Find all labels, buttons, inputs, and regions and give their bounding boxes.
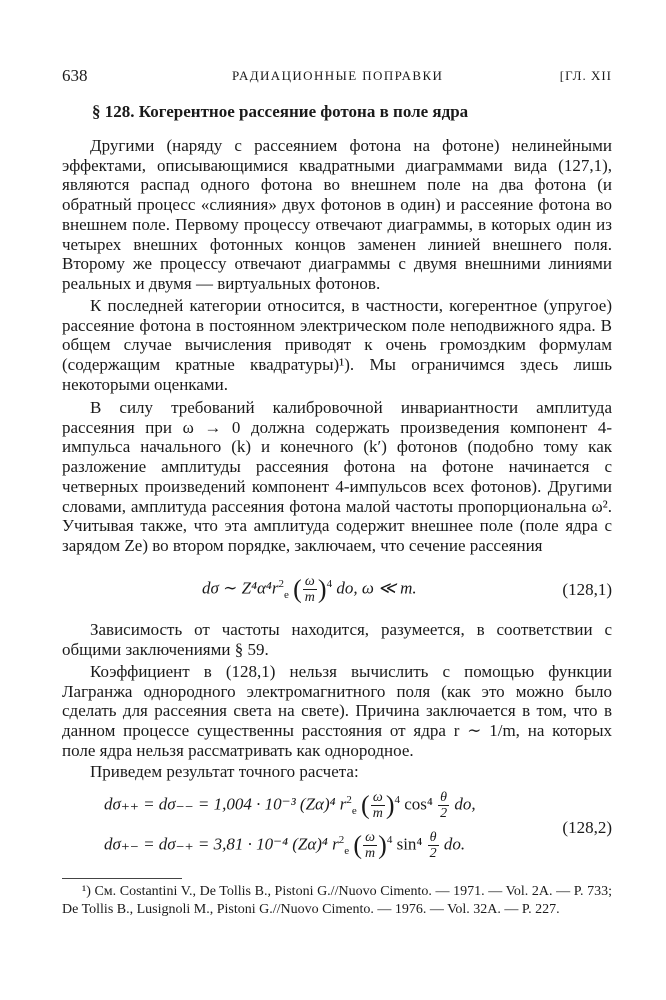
page-number: 638 — [62, 66, 88, 85]
footnote: ¹) См. Costantini V., De Tollis B., Pistoni G.//Nuovo Cimento. — 1971. — Vol. 2A. — P. 733; De Tollis B., Lusignoli M., Pistoni G.//Nuovo Cimento. — 1976. — Vol. 32A. — P. 227. — [62, 884, 612, 917]
eq2b-lhs: dσ₊₋ = dσ₋₊ = 3,81 · 10⁻⁴ (Zα)⁴ r — [104, 834, 339, 854]
eq2b-frac-num: ω — [363, 830, 377, 846]
eq2a-half-den: 2 — [440, 806, 448, 821]
eq1-rhs: do, ω ≪ m. — [336, 578, 417, 598]
eq2b-end: do. — [443, 834, 466, 854]
eq2a-end: do, — [454, 794, 476, 814]
eq2a-trig: cos⁴ — [404, 794, 433, 814]
paragraph-4: Зависимость от частоты находится, разумеется, в соответствии с общими заключениями § 59. — [62, 620, 612, 659]
equation-128-2 — [62, 788, 612, 868]
eq1-lhs: dσ ∼ Z⁴α⁴r — [202, 578, 279, 598]
paragraph-2: К последней категории относится, в частности, когерентное (упругое) рассеяние фотона в постоянном электрическом поле неподвижного ядра. В общем случае вычисления приводят к очень громоздким формулам (содержащим кратные квадратуры)¹). Мы ограничимся здесь лишь некоторыми оценками. — [62, 296, 612, 394]
eq2a-frac-num: ω — [371, 790, 385, 806]
eq2a-half-num: θ — [438, 790, 449, 806]
eq2b-trig: sin⁴ — [396, 834, 423, 854]
eq2a-lhs: dσ₊₊ = dσ₋₋ = 1,004 · 10⁻³ (Zα)⁴ r — [104, 794, 347, 814]
eq1-frac-num: ω — [303, 574, 317, 590]
eq2b: dσ₊₋ = dσ₋₊ = 3,81 · 10⁻⁴ (Zα)⁴ $r^2_e$ ( $\frac{\omega}{m}$ )$^4$ sin⁴ $\frac{\theta}{2}$ do. — [104, 830, 466, 861]
eq2b-half-den: 2 — [429, 846, 437, 861]
eq2-label: (128,2) — [562, 818, 612, 837]
eq2a: dσ₊₊ = dσ₋₋ = 1,004 · 10⁻³ (Zα)⁴ $r^2_e$ ( $\frac{\omega}{m}$ )$^4$ cos⁴ $\frac{\theta}{2}$ do, — [104, 790, 476, 821]
eq2b-half-num: θ — [428, 830, 439, 846]
chapter-label: [ГЛ. XII — [559, 68, 612, 83]
footnote-rule — [62, 878, 182, 879]
eq1-frac-den: m — [304, 590, 315, 605]
paragraph-6: Приведем результат точного расчета: — [90, 762, 359, 781]
paragraph-5: Коэффициент в (128,1) нельзя вычислить с помощью функции Лагранжа однородного электромагнитного поля (как это можно было сделать для рассеяния света на свете). Причина заключается в том, что в данном процессе существенны расстояния от ядра r ∼ 1/m, на которых поле ядра нельзя рассматривать как однородное. — [62, 662, 612, 760]
paragraph-1: Другими (наряду с рассеянием фотона на фотоне) нелинейными эффектами, описывающимися квадратными диаграммами вида (127,1), являются распад одного фотона во внешнем поле на два фотона (и обратный процесс «слияния» двух фотонов в один) и рассеяние фотона во внешнем поле. Первому процессу отвечают диаграммы, в которых один из четырех внешних фотонных концов заменен линией внешнего поля. Второму же процессу отвечают диаграммы с двумя внешними линиями реальных и двумя — виртуальных фотонов. — [62, 136, 612, 293]
page-header — [62, 66, 612, 88]
eq2b-frac-den: m — [365, 846, 376, 861]
paragraph-3: В силу требований калибровочной инвариантности амплитуда рассеяния при ω → 0 должна содержать произведения компонент 4-импульса начального (k) и конечного (k′) фотонов (подобно тому как разложение амплитуды рассеяния фотона на фотоне начинается с четверных произведений компонент 4-импульсов всех фотонов). Другими словами, амплитуда рассеяния фотона малой частоты пропорциональна ω². Учитывая также, что эта амплитуда содержит внешнее поле (поле ядра с зарядом Ze) во втором порядке, заключаем, что сечение рассеяния — [62, 398, 612, 555]
section-title: § 128. Когерентное рассеяние фотона в поле ядра — [92, 102, 469, 121]
eq2a-frac-den: m — [372, 806, 383, 821]
running-title: РАДИАЦИОННЫЕ ПОПРАВКИ — [232, 68, 444, 83]
eq1-label: (128,1) — [562, 580, 612, 599]
equation-128-1: dσ ∼ $Z^4\alpha^4r^2_e$ ( $\frac{\omega}{m}$ )$^4$ do, ω ≪ m. (128,1) — [202, 574, 612, 605]
